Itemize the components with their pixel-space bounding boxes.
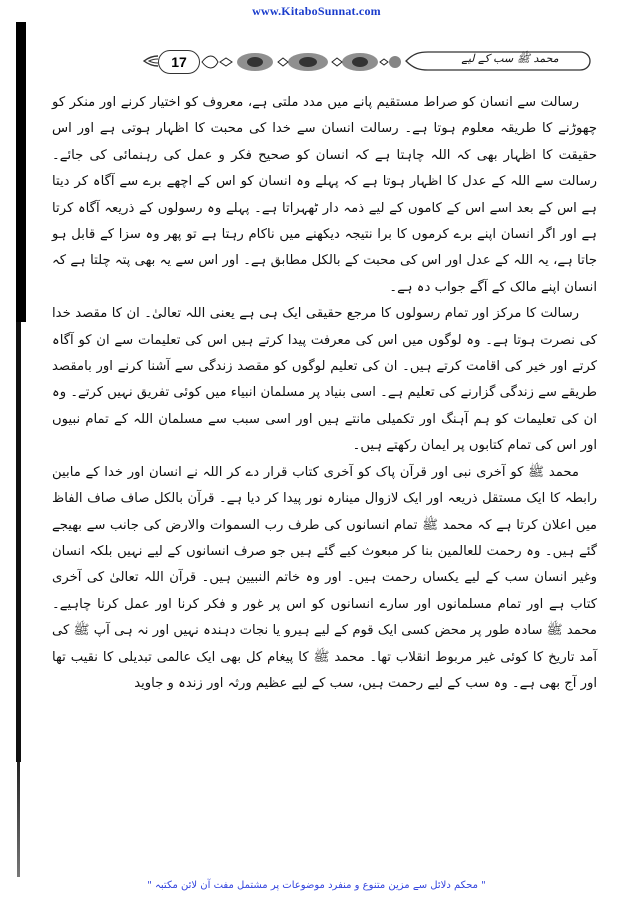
running-title: محمد ﷺ سب کے لیے — [461, 52, 559, 65]
page-header-ornament — [140, 47, 600, 77]
page-edge-bar — [16, 22, 26, 322]
page-body — [52, 90, 597, 697]
page-edge-bar-middle — [16, 322, 21, 762]
footer-tagline: " محکم دلائل سے مزین متنوع و منفرد موضوعات پر مشتمل مفت آن لائن مکتبہ " — [147, 880, 486, 891]
site-url-link[interactable]: www.KitaboSunnat.com — [252, 4, 381, 18]
floral-ornament-icon — [200, 49, 410, 75]
paragraph-risalat-guidance: رسالت سے انسان کو صراط مستقیم پانے میں مدد ملتی ہے، معروف کو اختیار کرنے اور منکر کو چھوڑنے کا طریقہ معلوم ہوتا ہے۔ رسالت انسان سے خدا کی محبت کا اظہار ہوتی ہے اور اس حقیقت کا اظہار بھی کہ اللہ چاہتا ہے کہ انسان کو صحیح فکر و عمل کی رہنمائی کی جائے۔ رسالت سے اللہ کے عدل کا اظہار ہوتا ہے کہ پہلے وہ انسان کو اس کے اچھے برے سے آگاہ کر دیتا ہے اس کے بعد اسے اس کے کاموں کے لیے ذمہ دار ٹھہراتا ہے۔ پہلے وہ رسولوں کے ذریعہ آگاہ کرتا ہے اور اگر انسان اپنے برے کرموں کا برا نتیجہ دیکھنے میں ناکام رہتا ہے تو پھر وہ سزا کے قابل ہو جاتا ہے، یہ اللہ کے عدل اور اس کی محبت کے بالکل مطابق ہے۔ اور اس سے یہ بھی پتہ چلتا ہے کہ انسان اپنے مالک کے آگے جواب دہ ہے۔ — [52, 95, 597, 295]
page-number: 17 — [171, 54, 187, 70]
page-edge-bar-lower — [17, 762, 20, 877]
paragraph-risalat-center: رسالت کا مرکز اور تمام رسولوں کا مرجع حقیقی ایک ہی ہے یعنی اللہ تعالیٰ۔ ان کا مقصد خدا کی نصرت ہوتا ہے۔ وہ لوگوں میں اس کی معرفت پیدا کرتے ہیں اس کی تعلیمات سے ان کو آگاہ کرتے اور خیر کی اقامت کرتے ہیں۔ ان کی تعلیم لوگوں کو مقصد زندگی سے آشنا کرنے اور بامقصد طریقے سے زندگی گزارنے کی تعلیم ہے۔ اسی بنیاد پر مسلمان انبیاء میں کوئی تفریق نہیں کرتے۔ وہ ان کی تعلیمات کو ہم آہنگ اور تکمیلی مانتے ہیں اور اسی سبب سے مسلمان اللہ کے تمام نبیوں اور اس کی تمام کتابوں پر ایمان رکھتے ہیں۔ — [52, 306, 597, 454]
paragraph-final-prophet: محمد ﷺ کو آخری نبی اور قرآن پاک کو آخری کتاب قرار دے کر اللہ نے انسان اور خدا کے مابین رابطہ کا ایک مستقل ذریعہ اور ایک لازوال مینارہ نور پیدا کر دیا ہے۔ قرآن بالکل صاف صاف الفاظ میں اعلان کرتا ہے کہ محمد ﷺ تمام انسانوں کی طرف رب السموات والارض کی جانب سے بھیجے گئے ہیں۔ وہ رحمت للعالمین بنا کر مبعوث کیے گئے ہیں جو صرف انسانوں کے لیے نہیں بلکہ انسان وغیر انسان سب کے لیے یکساں رحمت ہیں۔ اور وہ خاتم النبیین ہیں۔ قرآن اللہ تعالیٰ کی آخری کتاب ہے اور تمام مسلمانوں اور سارے انسانوں کو اس پر غور و فکر کرنا اور عمل کرنا چاہیے۔ محمد ﷺ سادہ طور پر محض کسی ایک قوم کے لیے ہیرو یا نجات دہندہ نہیں اور نہ ہی آپ ﷺ کی آمد تاریخ کا کوئی غیر مربوط انقلاب تھا۔ محمد ﷺ کا پیغام کل بھی ایک عالمی تبدیلی کا نقیب تھا اور آج بھی ہے۔ وہ سب کے لیے رحمت ہیں، سب کے لیے عظیم ورثہ اور زندہ و جاوید — [52, 464, 597, 691]
page-number-badge — [158, 50, 200, 74]
